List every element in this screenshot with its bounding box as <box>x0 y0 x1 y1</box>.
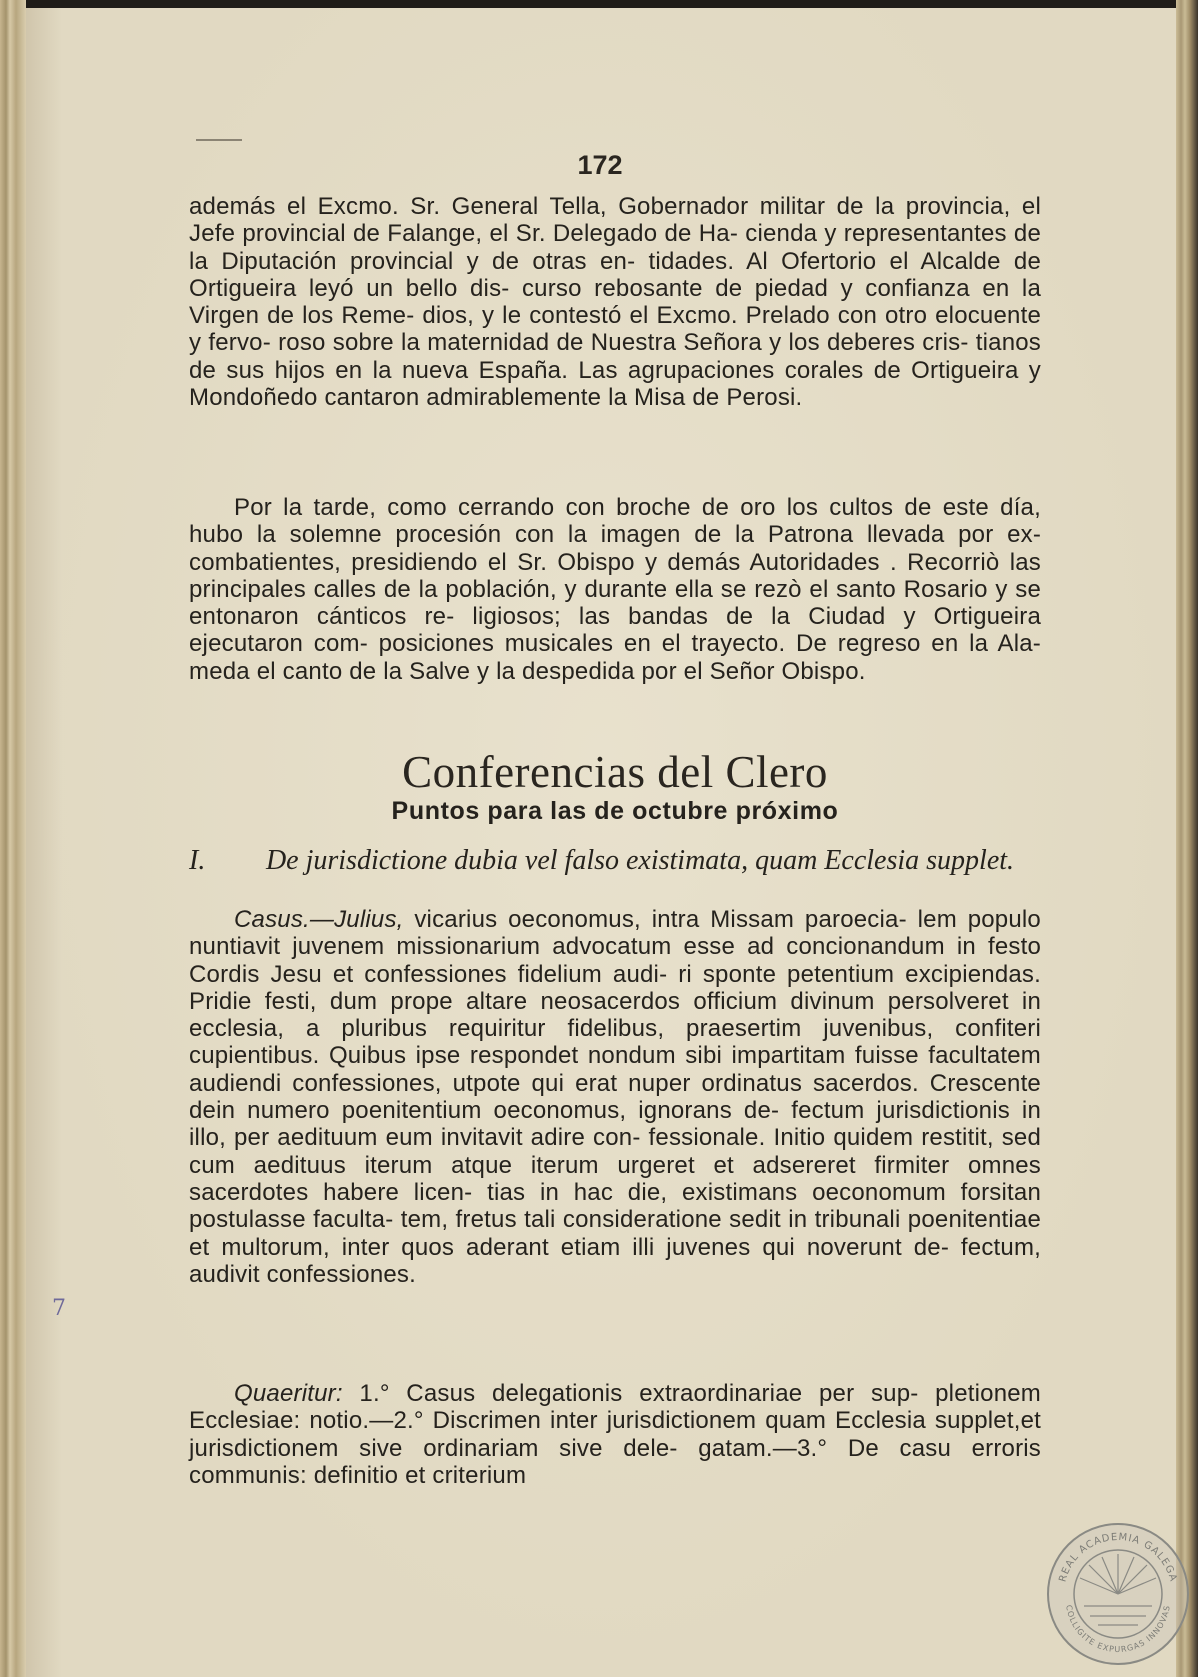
page-edges <box>1176 0 1198 1677</box>
text-line: audiendi confessiones, utpote qui erat nuper ordinatus sacerdos. <box>189 1069 919 1097</box>
stamp-text-bottom: COLLIGITE EXPURGAS INNOVAS <box>1064 1604 1172 1655</box>
text-line: dios, y le contestó el Excmo. Prelado con otro elocuente y fervo- <box>189 302 1041 357</box>
page-number: 172 <box>577 150 623 180</box>
library-stamp <box>1044 1520 1192 1668</box>
section-subtitle: Puntos para las de octubre próximo <box>391 797 839 825</box>
text-line: multorum, inter quos aderant etiam illi juvenes qui noverunt de- <box>221 1233 950 1261</box>
text-line: fessionale. Initio quidem restitit, sed cum aedituus iterum atque <box>189 1124 1041 1179</box>
text-line: provincia, el Jefe provincial de Falange, el Sr. Delegado de Ha- <box>189 193 1041 248</box>
text-line: Autoridades . Recorriò las principales calles de la población, y <box>189 548 1041 603</box>
text-line: ligiosos; las bandas de la Ciudad y Ortigueira ejecutaron com- <box>189 603 1041 658</box>
text-line: tem, fretus tali consideratione sedit in tribunali poenitentiae et <box>189 1206 1041 1261</box>
text-line: ri sponte petentium excipiendas. Pridie festi, dum prope altare <box>189 960 1041 1015</box>
casus-paragraph <box>189 906 1041 1288</box>
text-line: gatam.—3.° De casu erroris communis: definitio et criterium <box>189 1434 1041 1489</box>
text-line: tidades. Al Ofertorio el Alcalde de Ortigueira leyó un bello dis- <box>189 247 1041 302</box>
text-line: curso rebosante de piedad y confianza en la Virgen de los Reme- <box>189 274 1041 330</box>
topic-title: De jurisdictione dubia vel falso existimata, quam Ecclesia supplet. <box>265 845 1015 876</box>
text-line: concionandum in festo Cordis Jesu et confessiones fidelium audi- <box>189 933 1042 988</box>
text-line: lem populo nuntiavit juvenem missionarium advocatum esse ad <box>189 906 1041 961</box>
text-line: posiciones musicales en el trayecto. De regreso en la Ala- <box>378 630 1042 658</box>
section-title: Conferencias del Clero <box>402 747 828 797</box>
text-line: Por la tarde, como cerrando con broche de oro los cultos de <box>234 494 932 521</box>
quaeritur-label: Quaeritur: <box>234 1380 343 1407</box>
spanish-paragraph-2 <box>189 494 1041 685</box>
text-line: tias in hac die, existimans oeconomum forsitan postulasse faculta- <box>189 1178 1041 1234</box>
text-line: Quibus ipse respondet nondum sibi impartitam fuisse facultatem <box>328 1042 1041 1070</box>
text-line: 1.° Casus delegationis extraordinariae per sup- <box>342 1380 919 1407</box>
text-line: llevada por ex-combatientes, presidiendo el Sr. Obispo y demás <box>189 521 1042 576</box>
text-line: Crescente dein numero poenitentium oeconomus, ignorans de- <box>189 1069 1041 1125</box>
text-line: tianos de sus hijos en la nueva España. Las agrupaciones corales <box>189 329 1041 384</box>
text-line: fectum jurisdictionis in illo, per aedituum eum invitavit adire con- <box>189 1097 1041 1152</box>
text-line: cienda y representantes de la Diputación provincial y de otras en- <box>189 220 1041 275</box>
text-line: roso sobre la maternidad de Nuestra Señora y los deberes cris- <box>278 329 969 357</box>
page-gutter <box>0 0 26 1677</box>
text-line: Perosi. <box>726 384 803 412</box>
text-line: durante ella se rezò el santo Rosario y se entonaron cánticos re- <box>189 575 1041 631</box>
quaeritur-paragraph <box>189 1380 1041 1489</box>
text-line: requiritur fidelibus, praesertim juvenibus, confiteri cupientibus. <box>189 1015 1041 1070</box>
text-line: de Ortigueira y Mondoñedo cantaron admirablemente la Misa de <box>189 356 1041 412</box>
text-line: pletionem Ecclesiae: notio.—2.° Discrimen inter jurisdictionem <box>189 1380 1041 1435</box>
text-line: quam Ecclesia supplet,et jurisdictionem sive ordinariam sive dele- <box>189 1407 1041 1462</box>
spanish-paragraph-1 <box>189 193 1041 411</box>
topic-heading <box>189 844 1041 877</box>
margin-pencil-mark: 7 <box>52 1296 66 1321</box>
text-line: además el Excmo. Sr. General Tella, Gobernador militar de la <box>189 193 895 220</box>
text-line: iterum urgeret et adsereret firmiter omnes sacerdotes habere licen- <box>189 1151 1041 1206</box>
casus-label: Casus.—Julius, <box>234 906 404 933</box>
header-rule <box>196 139 242 141</box>
stamp-text-top: REAL ACADEMIA GALEGA <box>1057 1531 1179 1584</box>
text-line: meda el canto de la Salve y la despedida por el Señor Obispo. <box>189 657 866 685</box>
text-line: fectum, audivit confessiones. <box>189 1233 1042 1288</box>
text-line: este día, hubo la solemne procesión con la imagen de la Patrona <box>189 494 1041 549</box>
text-line: neosacerdos officium divinum persolveret in ecclesia, a pluribus <box>189 987 1041 1043</box>
text-line: vicarius oeconomus, intra Missam paroecia- <box>403 906 907 933</box>
topic-number: I. <box>189 845 206 876</box>
